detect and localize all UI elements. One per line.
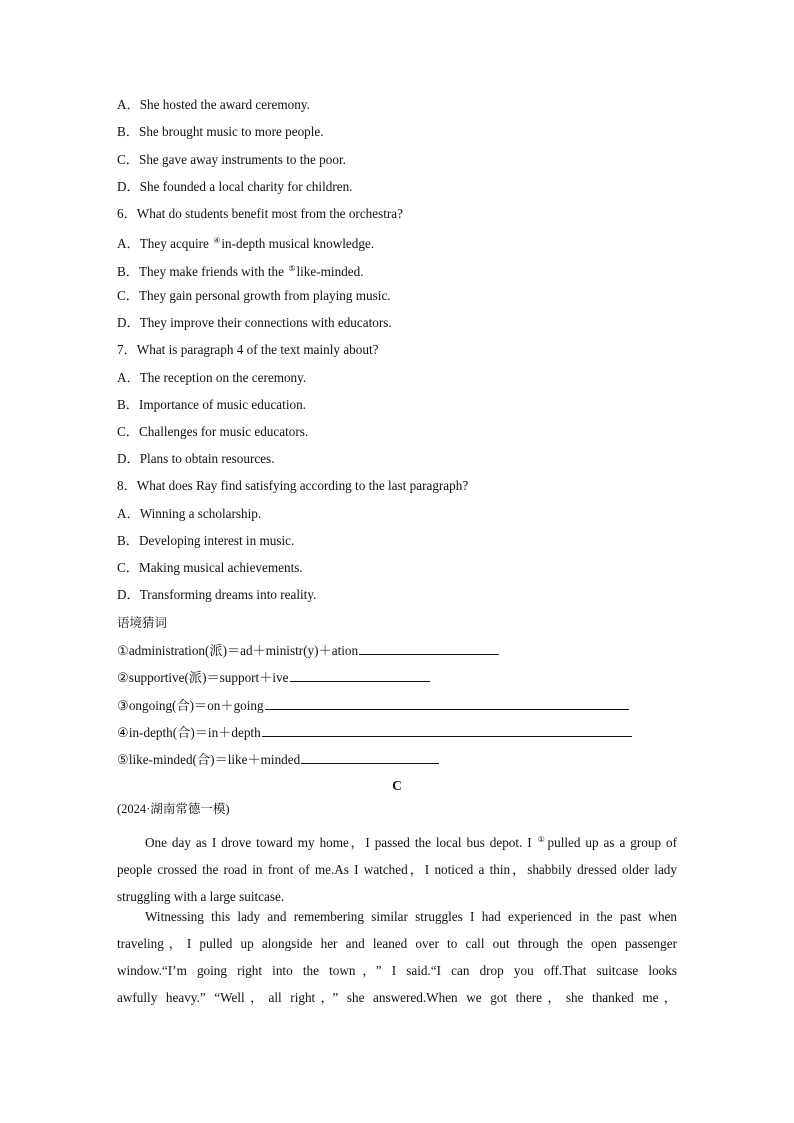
circled-number-marker: ⑤	[288, 264, 296, 273]
answer-blank[interactable]	[262, 724, 632, 737]
vocab-item-1	[117, 642, 499, 659]
passage-line: awfully heavy.” “Well，all right，” she answered.When we got there，she thanked me，	[117, 990, 677, 1005]
passage-paragraph-1	[117, 826, 677, 910]
vocab-item-text: ②supportive(派)＝support＋ive	[117, 670, 289, 685]
q8-option-a: A．Winning a scholarship.	[117, 506, 262, 521]
q6-option-a-term: in-depth musical knowledge.	[221, 236, 375, 251]
q5-option-b: B．She brought music to more people.	[117, 124, 324, 139]
q6-option-b-text: B．They make friends with the	[117, 264, 288, 279]
vocab-item-text: ③ongoing(合)＝on＋going	[117, 698, 264, 713]
circled-number-marker: ④	[213, 236, 221, 245]
answer-blank[interactable]	[290, 669, 430, 682]
q6-option-c: C．They gain personal growth from playing music.	[117, 288, 391, 303]
passage-text: One day as I drove toward my home，I passed the local bus depot. I	[145, 835, 537, 850]
q8-option-d: D．Transforming dreams into reality.	[117, 587, 317, 602]
q7-option-c: C．Challenges for music educators.	[117, 424, 309, 439]
q8-option-c: C．Making musical achievements.	[117, 560, 303, 575]
passage-line: people crossed the road in front of me.As I watched，I noticed a thin，shabbily dressed older lady	[117, 862, 677, 877]
q6-option-b-term: like-minded.	[296, 264, 364, 279]
answer-blank[interactable]	[359, 642, 499, 655]
q7-option-d: D．Plans to obtain resources.	[117, 451, 275, 466]
passage-line: window.“I’m going right into the town，” I said.“I can drop you off.That suitcase looks	[117, 963, 677, 978]
q6-question: 6．What do students benefit most from the orchestra?	[117, 206, 404, 221]
passage-line: Witnessing this lady and remembering similar struggles I had experienced in the past when	[145, 909, 677, 924]
q6-option-a	[117, 233, 374, 252]
section-label: C	[392, 778, 402, 793]
q5-option-c: C．She gave away instruments to the poor.	[117, 152, 346, 167]
vocab-item-text: ④in-depth(合)＝in＋depth	[117, 725, 261, 740]
passage-line	[117, 826, 677, 856]
q6-option-a-text: A．They acquire	[117, 236, 213, 251]
vocab-item-text: ①administration(派)＝ad＋ministr(y)＋ation	[117, 643, 359, 658]
circled-number-marker: ①	[537, 835, 547, 844]
q8-option-b: B．Developing interest in music.	[117, 533, 295, 548]
answer-blank[interactable]	[265, 697, 629, 710]
vocab-heading: 语境猜词	[117, 615, 168, 630]
vocab-item-2	[117, 669, 430, 686]
passage-line: struggling with a large suitcase.	[117, 889, 285, 904]
section-source: (2024·湖南常德一模)	[117, 802, 230, 816]
vocab-item-4	[117, 724, 632, 741]
passage-text: pulled up as a group of	[547, 835, 678, 850]
q7-question: 7．What is paragraph 4 of the text mainly about?	[117, 342, 379, 357]
q6-option-b	[117, 261, 364, 280]
q5-option-a: A．She hosted the award ceremony.	[117, 97, 310, 112]
vocab-item-text: ⑤like-minded(合)＝like＋minded	[117, 752, 301, 767]
vocab-item-3	[117, 697, 629, 714]
q5-option-d: D．She founded a local charity for children.	[117, 179, 353, 194]
q8-question: 8．What does Ray find satisfying according to the last paragraph?	[117, 478, 469, 493]
q6-option-d: D．They improve their connections with educators.	[117, 315, 392, 330]
q7-option-b: B．Importance of music education.	[117, 397, 306, 412]
vocab-item-5	[117, 751, 439, 768]
passage-line: traveling，I pulled up alongside her and leaned over to call out through the open passenger	[117, 936, 677, 951]
passage-paragraph-2	[117, 903, 677, 1011]
answer-blank[interactable]	[301, 751, 439, 764]
q7-option-a: A．The reception on the ceremony.	[117, 370, 307, 385]
